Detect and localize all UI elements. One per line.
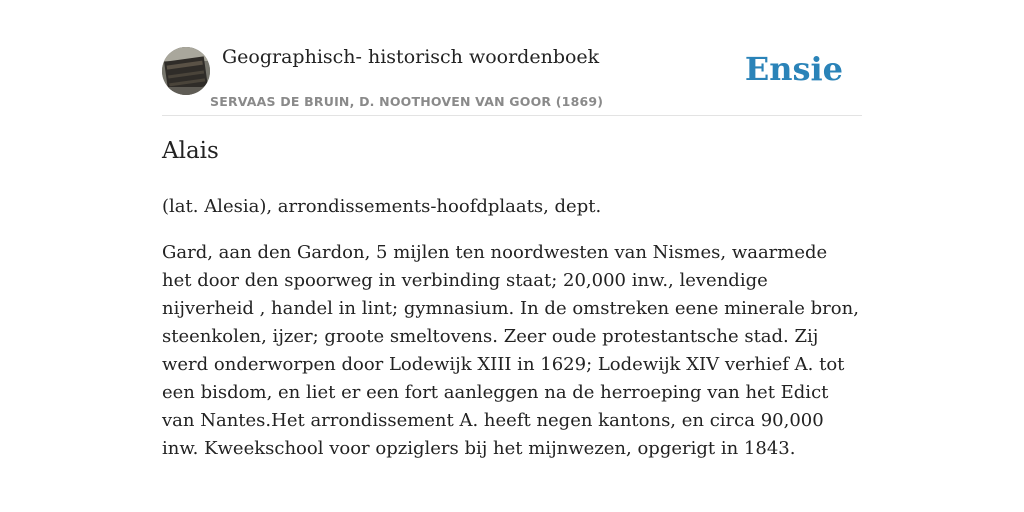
book-header: [162, 40, 862, 116]
entry-paragraph: (lat. Alesia), arrondissements-hoofdplaats, dept.: [162, 196, 602, 217]
book-title-link[interactable]: Geographisch- historisch woordenboek: [222, 46, 600, 68]
book-authors-year: SERVAAS DE BRUIN, D. NOOTHOVEN VAN GOOR (1869): [210, 94, 604, 109]
entry-title: Alais: [162, 138, 219, 164]
brand-logo[interactable]: Ensie: [744, 50, 843, 88]
books-thumbnail-icon: [162, 47, 210, 95]
entry-card: [162, 40, 862, 459]
book-thumbnail-avatar[interactable]: [162, 47, 210, 95]
entry-paragraph: Gard, aan den Gardon, 5 mijlen ten noordwesten van Nismes, waarmede het door den spoorweg in verbinding staat; 20,000 inw., levendige nijverheid , handel in lint; gymnasium. In de omstreken eene minerale bron, steenkolen, ijzer; groote smeltovens. Zeer oude protestantsche stad. Zij werd onderworpen door Lodewijk XIII in 1629; Lodewijk XIV verhief A. tot een bisdom, en liet er een fort aanleggen na de herroeping van het Edict van Nantes.Het arrondissement A. heeft negen kantons, en circa 90,000 inw. Kweekschool voor opziglers bij het mijnwezen, opgerigt in 1843.: [162, 242, 859, 459]
